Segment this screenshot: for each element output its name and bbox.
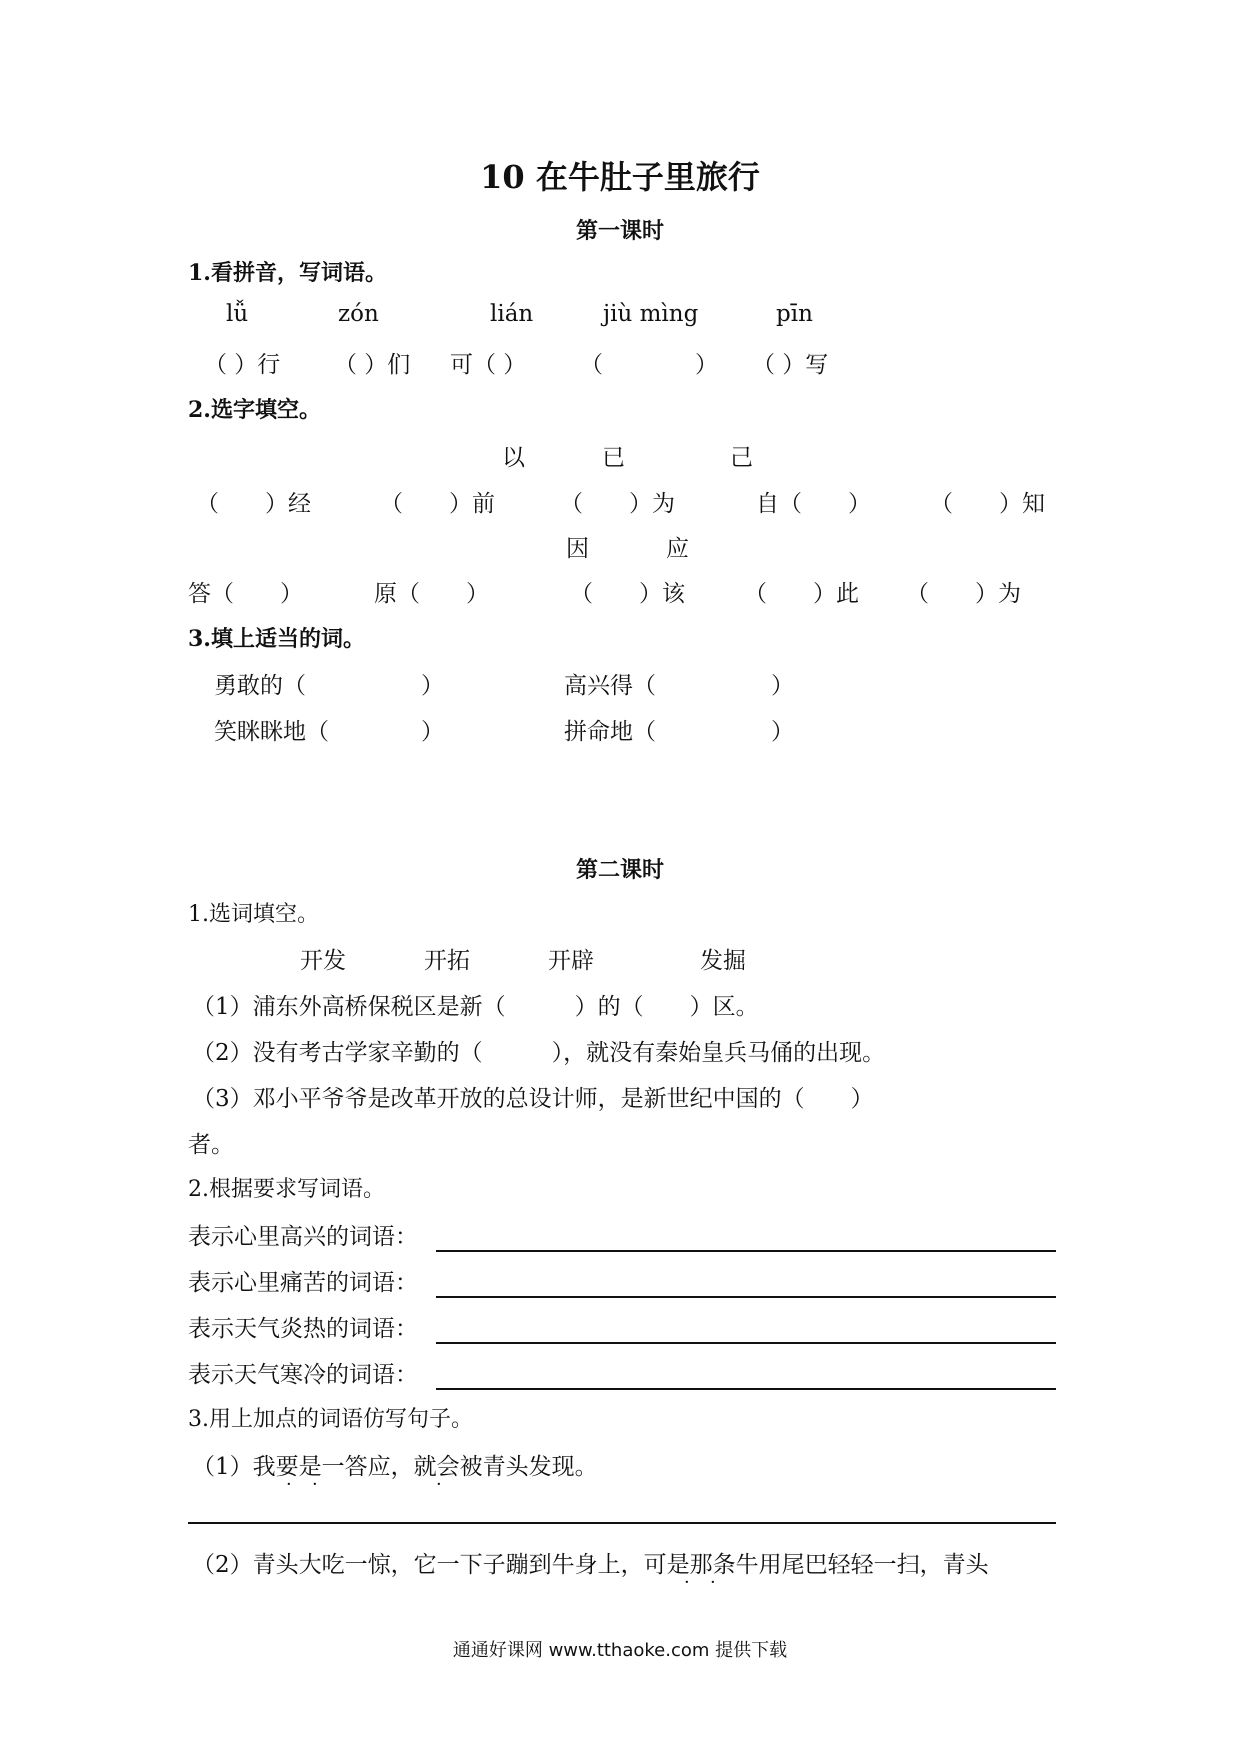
l1-q3-label: 3.填上适当的词。 (188, 626, 365, 652)
row1-1: （ ）经 (196, 491, 311, 517)
fill-2: 高兴得（ ） (564, 673, 794, 699)
emphasis-dot: · (436, 1474, 442, 1495)
choice-yin: 因 (566, 536, 589, 562)
emphasis-dot: · (286, 1474, 292, 1495)
l2-q3-sentence-1: （1）我要是一答应，就会被青头发现。 (192, 1454, 598, 1480)
imitation-answer-line[interactable] (188, 1522, 1056, 1524)
row1-4: 自（ ） (756, 491, 871, 517)
pinyin-1: lǚ (226, 301, 249, 327)
blank-4: （ ） (580, 352, 718, 378)
pinyin-2: zón (338, 301, 379, 327)
l2-q1-label: 1.选词填空。 (188, 902, 319, 927)
l2-q2-label: 2.根据要求写词语。 (188, 1177, 385, 1202)
write-label-cold: 表示天气寒冷的词语： (188, 1362, 418, 1388)
emphasis-dot: · (684, 1572, 690, 1593)
choice-ying: 应 (666, 536, 689, 562)
l2-q1-sentence-1: （1）浦东外高桥保税区是新（ ）的（ ）区。 (192, 994, 759, 1020)
footer-credit: 通通好课网 www.tthaoke.com 提供下载 (452, 1640, 788, 1661)
lesson-2-heading: 第二课时 (575, 857, 664, 883)
pinyin-3: lián (490, 301, 534, 327)
row1-2: （ ）前 (380, 491, 495, 517)
emphasis-dot: · (312, 1474, 318, 1495)
word-choice-1: 开发 (300, 948, 346, 974)
row1-3: （ ）为 (560, 491, 675, 517)
write-line-pain[interactable] (436, 1296, 1056, 1298)
write-label-happy: 表示心里高兴的词语： (188, 1224, 418, 1250)
l2-q1-sentence-2: （2）没有考古学家辛勤的（ ），就没有秦始皇兵马俑的出现。 (192, 1040, 886, 1066)
emphasis-dot: · (710, 1572, 716, 1593)
l2-q1-sentence-3: （3）邓小平爷爷是改革开放的总设计师，是新世纪中国的（ ） (192, 1086, 874, 1112)
fill-4: 拼命地（ ） (564, 719, 794, 745)
l1-q2-label: 2.选字填空。 (188, 397, 321, 423)
blank-1: （ ）行 (204, 352, 281, 378)
word-choice-3: 开辟 (548, 948, 594, 974)
write-line-happy[interactable] (436, 1250, 1056, 1252)
choice-yi-2: 已 (602, 445, 625, 471)
lesson-1-heading: 第一课时 (575, 218, 664, 244)
l2-q3-label: 3.用上加点的词语仿写句子。 (188, 1407, 473, 1432)
row2-1: 答（ ） (188, 581, 303, 607)
write-line-hot[interactable] (436, 1342, 1056, 1344)
pinyin-5: pīn (776, 301, 813, 327)
row1-5: （ ）知 (930, 491, 1045, 517)
l2-q3-sentence-2: （2）青头大吃一惊，它一下子蹦到牛身上，可是那条牛用尾巴轻轻一扫，青头 (192, 1552, 989, 1578)
write-label-hot: 表示天气炎热的词语： (188, 1316, 418, 1342)
row2-4: （ ）此 (744, 581, 859, 607)
word-choice-2: 开拓 (424, 948, 470, 974)
word-choice-4: 发掘 (700, 948, 746, 974)
row2-5: （ ）为 (906, 581, 1021, 607)
blank-3: 可（ ） (450, 352, 527, 378)
write-label-pain: 表示心里痛苦的词语： (188, 1270, 418, 1296)
blank-5: （ ）写 (752, 352, 829, 378)
page-title: 10 在牛肚子里旅行 (480, 158, 760, 196)
pinyin-4: jiù mìng (603, 301, 699, 327)
choice-ji: 己 (730, 445, 753, 471)
fill-1: 勇敢的（ ） (214, 673, 444, 699)
row2-3: （ ）该 (570, 581, 685, 607)
l1-q1-label: 1.看拼音，写词语。 (188, 260, 387, 286)
choice-yi-1: 以 (502, 445, 525, 471)
fill-3: 笑眯眯地（ ） (214, 719, 444, 745)
l2-q1-sentence-3-end: 者。 (188, 1132, 234, 1158)
row2-2: 原（ ） (374, 581, 489, 607)
write-line-cold[interactable] (436, 1388, 1056, 1390)
blank-2: （ ）们 (334, 352, 411, 378)
